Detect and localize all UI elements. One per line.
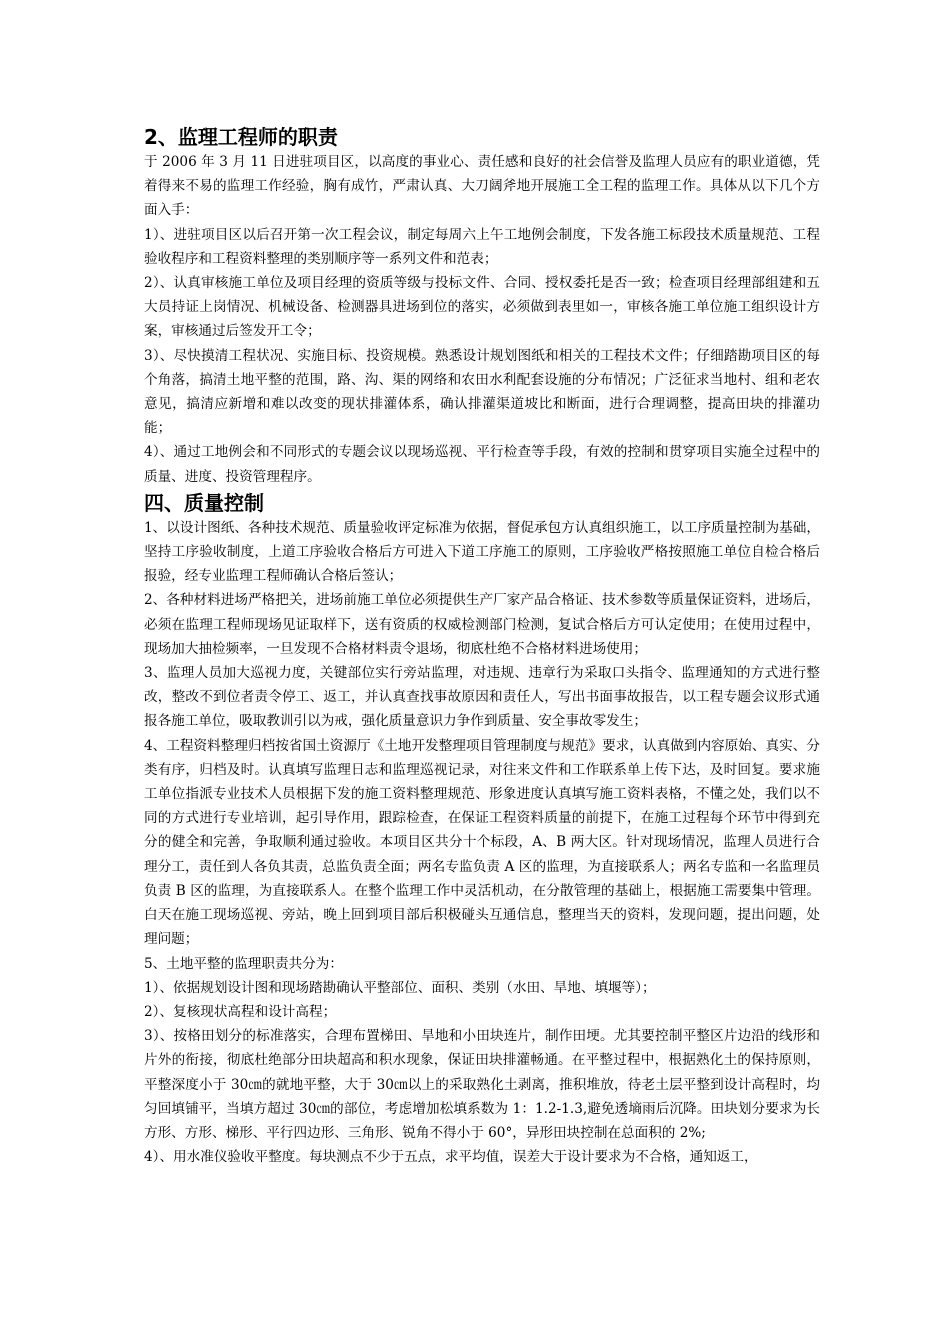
paragraph-leveling-1: 1）、依据规划设计图和现场踏勘确认平整部位、面积、类别（水田、旱地、填堰等）； — [144, 979, 656, 996]
section-heading-quality-control: 四、质量控制 — [144, 490, 264, 515]
paragraph-duty-2: 2）、认真审核施工单位及项目经理的资质等级与投标文件、合同、授权委托是否一致；检查项目经理部组建和五大员持证上岗情况、机械设备、检测器具进场到位的落实，必须做到表里如一，审核各施工单位施工组织设计方案，审核通过后签发开工令； — [144, 275, 820, 340]
paragraph-quality-2: 2、各种材料进场严格把关，进场前施工单位必须提供生产厂家产品合格证、技术参数等质量保证资料，进场后，必须在监理工程师现场见证取样下，送有资质的权威检测部门检测，复试合格后方可认定使用；在使用过程中，现场加大抽检频率，一旦发现不合格材料责令退场，彻底杜绝不合格材料进场使用； — [144, 592, 820, 657]
document-body — [144, 124, 820, 1169]
paragraph-leveling-3: 3）、按格田划分的标准落实，合理布置梯田、旱地和小田块连片，制作田埂。尤其要控制平整区片边沿的线形和片外的衔接，彻底杜绝部分田块超高和积水现象，保证田块排灌畅通。在平整过程中，根据熟化土的保持原则，平整深度小于 30㎝的就地平整，大于 30㎝以上的采取熟化土剥离，推积堆放，待老土层平整到设计高程时，均匀回填铺平，当填方超过 30㎝的部位，考虑增加松填系数为 1：1.2-1.3,避免透墒雨后沉降。田块划分要求为长方形、方形、梯形、平行四边形、三角形、锐角不得小于 60°，异形田块控制在总面积的 2%; — [144, 1028, 820, 1141]
paragraph-quality-4: 4、工程资料整理归档按省国土资源厅《土地开发整理项目管理制度与规范》要求，认真做到内容原始、真实、分类有序，归档及时。认真填写监理日志和监理巡视记录，对往来文件和工作联系单上传下达，及时回复。要求施工单位指派专业技术人员根据下发的施工资料整理规范、形象进度认真填写施工资料表格，不懂之处，我们以不同的方式进行专业培训，起引导作用，跟踪检查，在保证工程资料质量的前提下，在施工过程每个环节中得到充分的健全和完善，争取顺利通过验收。本项目区共分十个标段，A、B 两大区。针对现场情况，监理人员进行合理分工，责任到人各负其责，总监负责全面；两名专监负责 A 区的监理，为直接联系人；两名专监和一名监理员负责 B 区的监理，为直接联系人。在整个监理工作中灵活机动，在分散管理的基础上，根据施工需要集中管理。白天在施工现场巡视、旁站，晚上回到项目部后积极碰头互通信息，整理当天的资料，发现问题，提出问题，处理问题； — [144, 737, 820, 948]
paragraph-quality-5: 5、土地平整的监理职责共分为： — [144, 955, 343, 972]
paragraph-quality-3: 3、监理人员加大巡视力度，关键部位实行旁站监理，对违规、违章行为采取口头指令、监理通知的方式进行整改，整改不到位者责令停工、返工，并认真查找事故原因和责任人，写出书面事故报告，以工程专题会议形式通报各施工单位，吸取教训引以为戒，强化质量意识力争作到质量、安全事故零发生； — [144, 665, 820, 730]
paragraph-leveling-2: 2）、复核现状高程和设计高程； — [144, 1003, 337, 1020]
paragraph-duty-4: 4）、通过工地例会和不同形式的专题会议以现场巡视、平行检查等手段，有效的控制和贯穿项目实施全过程中的质量、进度、投资管理程序。 — [144, 444, 820, 485]
paragraph-duty-3: 3）、尽快摸清工程状况、实施目标、投资规模。熟悉设计规划图纸和相关的工程技术文件；仔细踏勘项目区的每个角落，搞清土地平整的范围，路、沟、渠的网络和农田水利配套设施的分布情况；广泛征求当地村、组和老农意见，搞清应新增和难以改变的现状排灌体系，确认排灌渠道坡比和断面，进行合理调整，提高田块的排灌功能； — [144, 347, 820, 437]
paragraph-duty-1: 1）、进驻项目区以后召开第一次工程会议，制定每周六上午工地例会制度，下发各施工标段技术质量规范、工程验收程序和工程资料整理的类别顺序等一系列文件和范表； — [144, 226, 820, 267]
paragraph-leveling-4: 4）、用水准仪验收平整度。每块测点不少于五点，求平均值，误差大于设计要求为不合格，通知返工， — [144, 1149, 758, 1166]
section-heading-supervisor-duties: 2、监理工程师的职责 — [144, 125, 338, 149]
paragraph-quality-1: 1、以设计图纸、各种技术规范、质量验收评定标准为依据，督促承包方认真组织施工，以工序质量控制为基础，坚持工序验收制度，上道工序验收合格后方可进入下道工序施工的原则，工序验收严格按照施工单位自检合格后报验，经专业监理工程师确认合格后签认； — [144, 519, 820, 585]
paragraph-intro: 于 2006 年 3 月 11 日进驻项目区，以高度的事业心、责任感和良好的社会信誉及监理人员应有的职业道德，凭着得来不易的监理工作经验，胸有成竹，严肃认真、大刀阔斧地开展施工全工程的监理工作。具体从以下几个方面入手： — [144, 154, 820, 219]
